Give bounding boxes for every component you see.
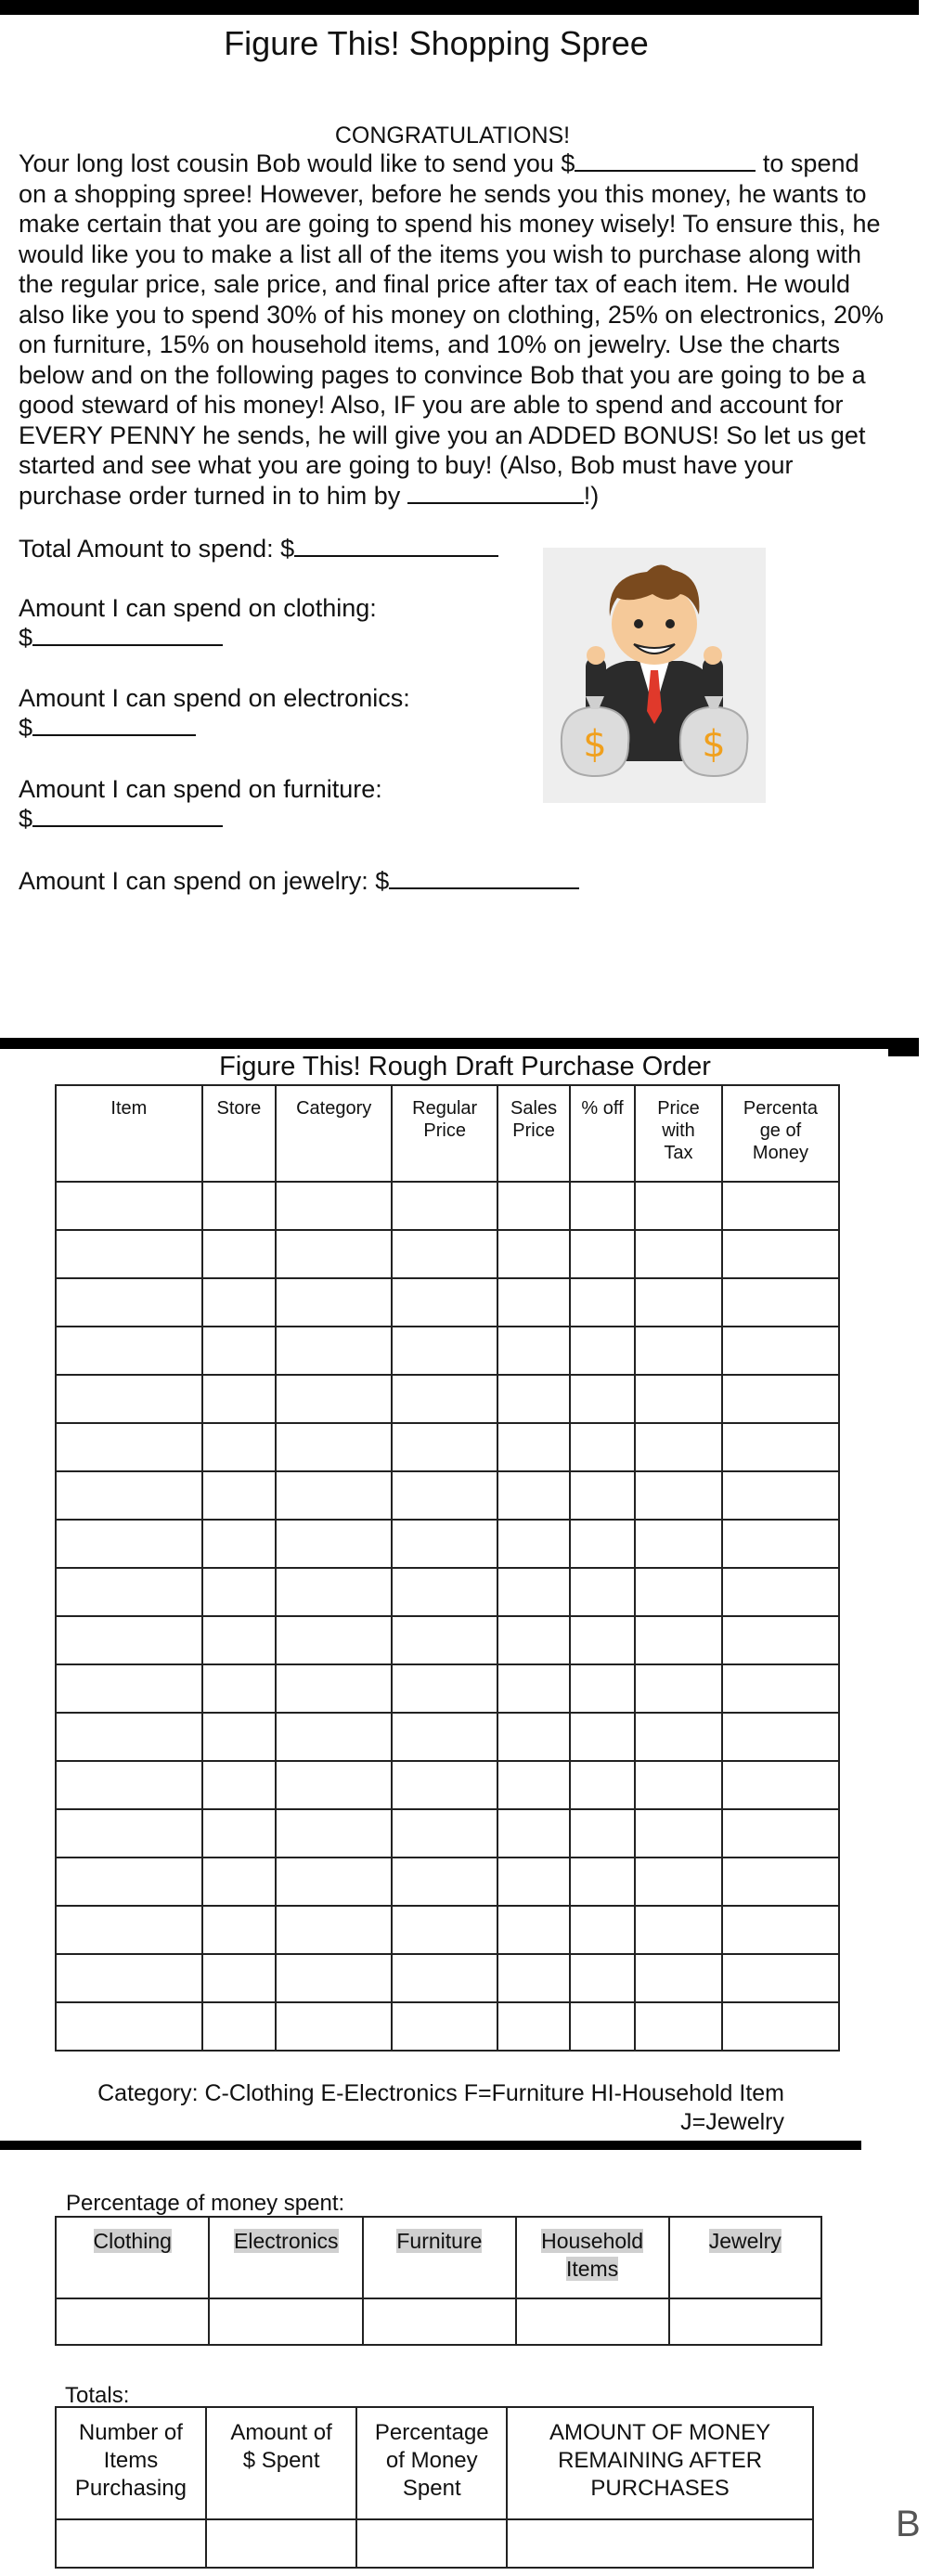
table-cell[interactable] xyxy=(276,1664,392,1713)
table-cell[interactable] xyxy=(497,1230,570,1278)
table-cell[interactable] xyxy=(56,1230,202,1278)
intro-line-last: purchase order turned in to him by !) xyxy=(19,481,600,510)
table-cell[interactable] xyxy=(56,1906,202,1954)
intro-line: good steward of his money! Also, IF you are able to spend and account for xyxy=(19,391,844,419)
section-rule-2 xyxy=(0,2141,861,2150)
table-row xyxy=(56,1423,839,1471)
table-cell[interactable] xyxy=(635,1906,722,1954)
table-cell[interactable] xyxy=(570,1858,635,1906)
table-cell[interactable] xyxy=(202,1230,276,1278)
table-cell[interactable] xyxy=(392,2002,497,2051)
table-row xyxy=(56,1278,839,1327)
table-cell[interactable] xyxy=(570,1664,635,1713)
table-cell[interactable] xyxy=(392,1954,497,2002)
table-cell[interactable] xyxy=(202,1664,276,1713)
intro-line: the regular price, sale price, and final price after tax of each item. He would xyxy=(19,270,850,298)
table-cell[interactable] xyxy=(497,1520,570,1568)
totals-header-percentage-spent: Percentage of Money Spent xyxy=(356,2407,507,2519)
table-cell[interactable] xyxy=(392,1423,497,1471)
electronics-amount-label: Amount I can spend on electronics: xyxy=(19,684,410,712)
table-cell[interactable] xyxy=(722,1809,839,1858)
table-cell[interactable] xyxy=(497,1182,570,1230)
table-cell[interactable] xyxy=(635,2002,722,2051)
table-cell[interactable] xyxy=(276,1520,392,1568)
table-cell[interactable] xyxy=(722,1182,839,1230)
table-cell[interactable] xyxy=(276,1954,392,2002)
column-header-price-with-tax: Price with Tax xyxy=(635,1085,722,1182)
table-cell[interactable] xyxy=(497,1664,570,1713)
table-cell[interactable] xyxy=(497,1568,570,1616)
category-key-line: Category: C-Clothing E-Electronics F=Furniture HI-Household Item xyxy=(97,2080,784,2106)
svg-text:$: $ xyxy=(702,723,726,766)
table-cell[interactable] xyxy=(635,1809,722,1858)
electronics-amount-blank[interactable] xyxy=(32,714,196,736)
totals-cell-number-of-items[interactable] xyxy=(56,2519,206,2568)
column-header-store: Store xyxy=(202,1085,276,1182)
table-cell[interactable] xyxy=(497,1423,570,1471)
table-cell[interactable] xyxy=(392,1182,497,1230)
table-cell[interactable] xyxy=(497,1327,570,1375)
totals-table xyxy=(55,2406,814,2569)
table-cell[interactable] xyxy=(276,1713,392,1761)
table-cell[interactable] xyxy=(497,1713,570,1761)
table-cell[interactable] xyxy=(722,1375,839,1423)
table-cell[interactable] xyxy=(497,1616,570,1664)
table-cell[interactable] xyxy=(392,1230,497,1278)
money-blank[interactable] xyxy=(575,149,756,172)
table-cell[interactable] xyxy=(392,1906,497,1954)
table-cell[interactable] xyxy=(56,1664,202,1713)
table-row xyxy=(56,1761,839,1809)
clothing-amount-label: Amount I can spend on clothing: xyxy=(19,594,377,622)
table-cell[interactable] xyxy=(722,2002,839,2051)
table-cell[interactable] xyxy=(56,1375,202,1423)
table-cell[interactable] xyxy=(276,1230,392,1278)
svg-text:$: $ xyxy=(583,723,607,766)
column-header-regular-price: Regular Price xyxy=(392,1085,497,1182)
table-cell[interactable] xyxy=(202,1713,276,1761)
table-row xyxy=(56,1713,839,1761)
table-row xyxy=(56,1471,839,1520)
table-cell[interactable] xyxy=(570,1375,635,1423)
intro-line: started and see what you are going to buy! (Also, Bob must have your xyxy=(19,451,794,479)
table-cell[interactable] xyxy=(635,1616,722,1664)
table-cell[interactable] xyxy=(56,1471,202,1520)
table-cell[interactable] xyxy=(570,1520,635,1568)
table-cell[interactable] xyxy=(56,1954,202,2002)
table-cell[interactable] xyxy=(635,1858,722,1906)
table-cell[interactable] xyxy=(497,1906,570,1954)
due-date-blank[interactable] xyxy=(407,482,584,504)
table-cell[interactable] xyxy=(570,1761,635,1809)
table-cell[interactable] xyxy=(570,1471,635,1520)
table-cell[interactable] xyxy=(635,1568,722,1616)
table-cell[interactable] xyxy=(722,1568,839,1616)
totals-header-amount-remaining: AMOUNT OF MONEY REMAINING AFTER PURCHASES xyxy=(507,2407,813,2519)
table-cell[interactable] xyxy=(497,1954,570,2002)
table-row xyxy=(56,1906,839,1954)
table-cell[interactable] xyxy=(497,1761,570,1809)
table-cell[interactable] xyxy=(56,1278,202,1327)
table-cell[interactable] xyxy=(392,1616,497,1664)
table-cell[interactable] xyxy=(722,1713,839,1761)
table-cell[interactable] xyxy=(722,1664,839,1713)
table-cell[interactable] xyxy=(722,1423,839,1471)
table-cell[interactable] xyxy=(722,1471,839,1520)
table-cell[interactable] xyxy=(722,1858,839,1906)
intro-line: EVERY PENNY he sends, he will give you an ADDED BONUS! So let us get xyxy=(19,421,866,449)
table-cell[interactable] xyxy=(202,1327,276,1375)
table-cell[interactable] xyxy=(722,1761,839,1809)
table-cell[interactable] xyxy=(497,2002,570,2051)
table-cell[interactable] xyxy=(635,1954,722,2002)
percentage-header-electronics: Electronics xyxy=(209,2217,363,2298)
table-cell[interactable] xyxy=(497,1375,570,1423)
table-cell[interactable] xyxy=(202,1906,276,1954)
intro-line-1: Your long lost cousin Bob would like to send you $ to spend xyxy=(19,149,859,177)
intro-paragraph xyxy=(19,149,910,511)
column-header-percentage-of-money: Percenta ge of Money xyxy=(722,1085,839,1182)
table-row xyxy=(56,1520,839,1568)
totals-cell-amount-remaining[interactable] xyxy=(507,2519,813,2568)
percentage-header-furniture: Furniture xyxy=(363,2217,516,2298)
intro-line: below and on the following pages to convince Bob that you are going to be a xyxy=(19,360,866,389)
page-title: Figure This! Shopping Spree xyxy=(224,24,649,62)
totals-header-number-of-items: Number of Items Purchasing xyxy=(56,2407,206,2519)
percentage-header-clothing: Clothing xyxy=(56,2217,209,2298)
table-cell[interactable] xyxy=(392,1858,497,1906)
table-cell[interactable] xyxy=(202,1858,276,1906)
table-row xyxy=(56,1616,839,1664)
table-cell[interactable] xyxy=(392,1327,497,1375)
table-cell[interactable] xyxy=(276,2002,392,2051)
table-cell[interactable] xyxy=(722,1616,839,1664)
table-cell[interactable] xyxy=(276,1809,392,1858)
table-cell[interactable] xyxy=(497,1471,570,1520)
table-cell[interactable] xyxy=(202,1182,276,1230)
percentage-cell-electronics[interactable] xyxy=(209,2298,363,2345)
table-cell[interactable] xyxy=(722,1230,839,1278)
table-cell[interactable] xyxy=(635,1713,722,1761)
table-cell[interactable] xyxy=(392,1278,497,1327)
section-rule xyxy=(0,1038,919,1049)
table-cell[interactable] xyxy=(392,1520,497,1568)
table-cell[interactable] xyxy=(570,1278,635,1327)
totals-cell-amount-spent[interactable] xyxy=(206,2519,357,2568)
percentage-input-row xyxy=(56,2298,821,2345)
table-cell[interactable] xyxy=(56,1568,202,1616)
table-cell[interactable] xyxy=(276,1471,392,1520)
table-cell[interactable] xyxy=(202,1761,276,1809)
table-cell[interactable] xyxy=(56,1761,202,1809)
table-cell[interactable] xyxy=(392,1664,497,1713)
purchase-order-title: Figure This! Rough Draft Purchase Order xyxy=(219,1052,711,1081)
jewelry-amount-blank[interactable] xyxy=(389,867,579,889)
table-cell[interactable] xyxy=(635,1375,722,1423)
percentage-header-row xyxy=(56,2217,821,2298)
table-cell[interactable] xyxy=(497,1858,570,1906)
businessman-with-money-bags-icon xyxy=(543,548,766,803)
table-cell[interactable] xyxy=(202,1568,276,1616)
table-cell[interactable] xyxy=(570,1954,635,2002)
percentage-cell-jewelry[interactable] xyxy=(669,2298,821,2345)
table-cell[interactable] xyxy=(202,1423,276,1471)
table-cell[interactable] xyxy=(570,1568,635,1616)
table-cell[interactable] xyxy=(276,1568,392,1616)
furniture-amount-label: Amount I can spend on furniture: xyxy=(19,775,382,803)
column-header-sales-price: Sales Price xyxy=(497,1085,570,1182)
table-cell[interactable] xyxy=(56,2002,202,2051)
furniture-amount-blank[interactable] xyxy=(32,805,223,827)
table-cell[interactable] xyxy=(722,1906,839,1954)
electronics-amount-field: $ xyxy=(19,713,196,743)
purchase-order-table xyxy=(55,1084,840,2052)
table-cell[interactable] xyxy=(202,2002,276,2051)
category-key-line: J=Jewelry xyxy=(680,2109,784,2135)
percentage-header-household-items: Household Items xyxy=(516,2217,669,2298)
table-cell[interactable] xyxy=(722,1278,839,1327)
table-cell[interactable] xyxy=(202,1809,276,1858)
table-row xyxy=(56,1182,839,1230)
percentage-cell-furniture[interactable] xyxy=(363,2298,516,2345)
table-row xyxy=(56,2002,839,2051)
percentage-table xyxy=(55,2216,822,2346)
table-cell[interactable] xyxy=(276,1761,392,1809)
intro-line: on furniture, 15% on household items, and 10% on jewelry. Use the charts xyxy=(19,330,841,358)
top-rule xyxy=(0,0,919,15)
table-cell[interactable] xyxy=(635,1327,722,1375)
table-cell[interactable] xyxy=(202,1616,276,1664)
table-cell[interactable] xyxy=(392,1375,497,1423)
table-cell[interactable] xyxy=(497,1809,570,1858)
table-row xyxy=(56,1664,839,1713)
table-row xyxy=(56,1327,839,1375)
intro-line: make certain that you are going to spend his money wisely! To ensure this, he xyxy=(19,210,881,238)
table-row xyxy=(56,1230,839,1278)
intro-line: on a shopping spree! However, before he sends you this money, he wants to xyxy=(19,179,867,208)
table-cell[interactable] xyxy=(392,1471,497,1520)
table-cell[interactable] xyxy=(722,1327,839,1375)
table-cell[interactable] xyxy=(570,2002,635,2051)
table-cell[interactable] xyxy=(497,1278,570,1327)
table-cell[interactable] xyxy=(276,1327,392,1375)
table-cell[interactable] xyxy=(276,1182,392,1230)
table-cell[interactable] xyxy=(635,1230,722,1278)
table-cell[interactable] xyxy=(635,1182,722,1230)
table-cell[interactable] xyxy=(276,1616,392,1664)
column-header-percent-off: % off xyxy=(570,1085,635,1182)
totals-input-row xyxy=(56,2519,813,2568)
totals-cell-percentage-spent[interactable] xyxy=(356,2519,507,2568)
table-cell[interactable] xyxy=(56,1423,202,1471)
clothing-amount-blank[interactable] xyxy=(32,624,223,646)
table-cell[interactable] xyxy=(635,1423,722,1471)
table-cell[interactable] xyxy=(570,1906,635,1954)
table-cell[interactable] xyxy=(56,1616,202,1664)
table-cell[interactable] xyxy=(635,1761,722,1809)
furniture-amount-field: $ xyxy=(19,804,223,834)
table-cell[interactable] xyxy=(276,1423,392,1471)
percentage-cell-household-items[interactable] xyxy=(516,2298,669,2345)
table-row xyxy=(56,1568,839,1616)
table-cell[interactable] xyxy=(722,1954,839,2002)
table-cell[interactable] xyxy=(570,1182,635,1230)
percentage-table-label: Percentage of money spent: xyxy=(66,2191,345,2216)
table-cell[interactable] xyxy=(56,1182,202,1230)
table-cell[interactable] xyxy=(202,1520,276,1568)
congratulations-heading: CONGRATULATIONS! xyxy=(334,123,571,149)
table-cell[interactable] xyxy=(56,1520,202,1568)
total-amount-field: Total Amount to spend: $ xyxy=(19,534,498,563)
table-cell[interactable] xyxy=(570,1327,635,1375)
table-cell[interactable] xyxy=(635,1471,722,1520)
table-cell[interactable] xyxy=(276,1278,392,1327)
table-cell[interactable] xyxy=(392,1761,497,1809)
table-cell[interactable] xyxy=(570,1713,635,1761)
percentage-header-jewelry: Jewelry xyxy=(669,2217,821,2298)
table-cell[interactable] xyxy=(202,1471,276,1520)
table-cell[interactable] xyxy=(202,1954,276,2002)
table-row xyxy=(56,1809,839,1858)
table-cell[interactable] xyxy=(722,1520,839,1568)
table-cell[interactable] xyxy=(202,1375,276,1423)
column-header-category: Category xyxy=(276,1085,392,1182)
table-cell[interactable] xyxy=(56,1713,202,1761)
jewelry-amount-field: Amount I can spend on jewelry: $ xyxy=(19,866,579,896)
clothing-amount-field: $ xyxy=(19,623,223,653)
table-cell[interactable] xyxy=(276,1375,392,1423)
table-cell[interactable] xyxy=(56,1858,202,1906)
category-key xyxy=(56,2079,784,2137)
table-row xyxy=(56,1858,839,1906)
table-row xyxy=(56,1954,839,2002)
percentage-cell-clothing[interactable] xyxy=(56,2298,209,2345)
column-header-item: Item xyxy=(56,1085,202,1182)
table-cell[interactable] xyxy=(56,1327,202,1375)
table-cell[interactable] xyxy=(635,1664,722,1713)
table-cell[interactable] xyxy=(392,1568,497,1616)
table-cell[interactable] xyxy=(392,1809,497,1858)
totals-header-amount-spent: Amount of $ Spent xyxy=(206,2407,357,2519)
table-row xyxy=(56,1375,839,1423)
table-cell[interactable] xyxy=(276,1906,392,1954)
table-cell[interactable] xyxy=(202,1278,276,1327)
total-amount-blank[interactable] xyxy=(294,535,498,557)
corner-letter: B xyxy=(896,2504,921,2544)
intro-line: also like you to spend 30% of his money on clothing, 25% on electronics, 20% xyxy=(19,300,885,329)
table-cell[interactable] xyxy=(635,1278,722,1327)
table-cell[interactable] xyxy=(570,1230,635,1278)
table-cell[interactable] xyxy=(570,1616,635,1664)
totals-table-label: Totals: xyxy=(65,2383,130,2408)
table-cell[interactable] xyxy=(392,1713,497,1761)
table-cell[interactable] xyxy=(570,1423,635,1471)
totals-header-row xyxy=(56,2407,813,2519)
table-cell[interactable] xyxy=(635,1520,722,1568)
intro-line: would like you to make a list all of the items you wish to purchase along with xyxy=(19,239,861,268)
table-cell[interactable] xyxy=(276,1858,392,1906)
purchase-order-header-row xyxy=(56,1085,839,1182)
table-cell[interactable] xyxy=(570,1809,635,1858)
table-cell[interactable] xyxy=(56,1809,202,1858)
